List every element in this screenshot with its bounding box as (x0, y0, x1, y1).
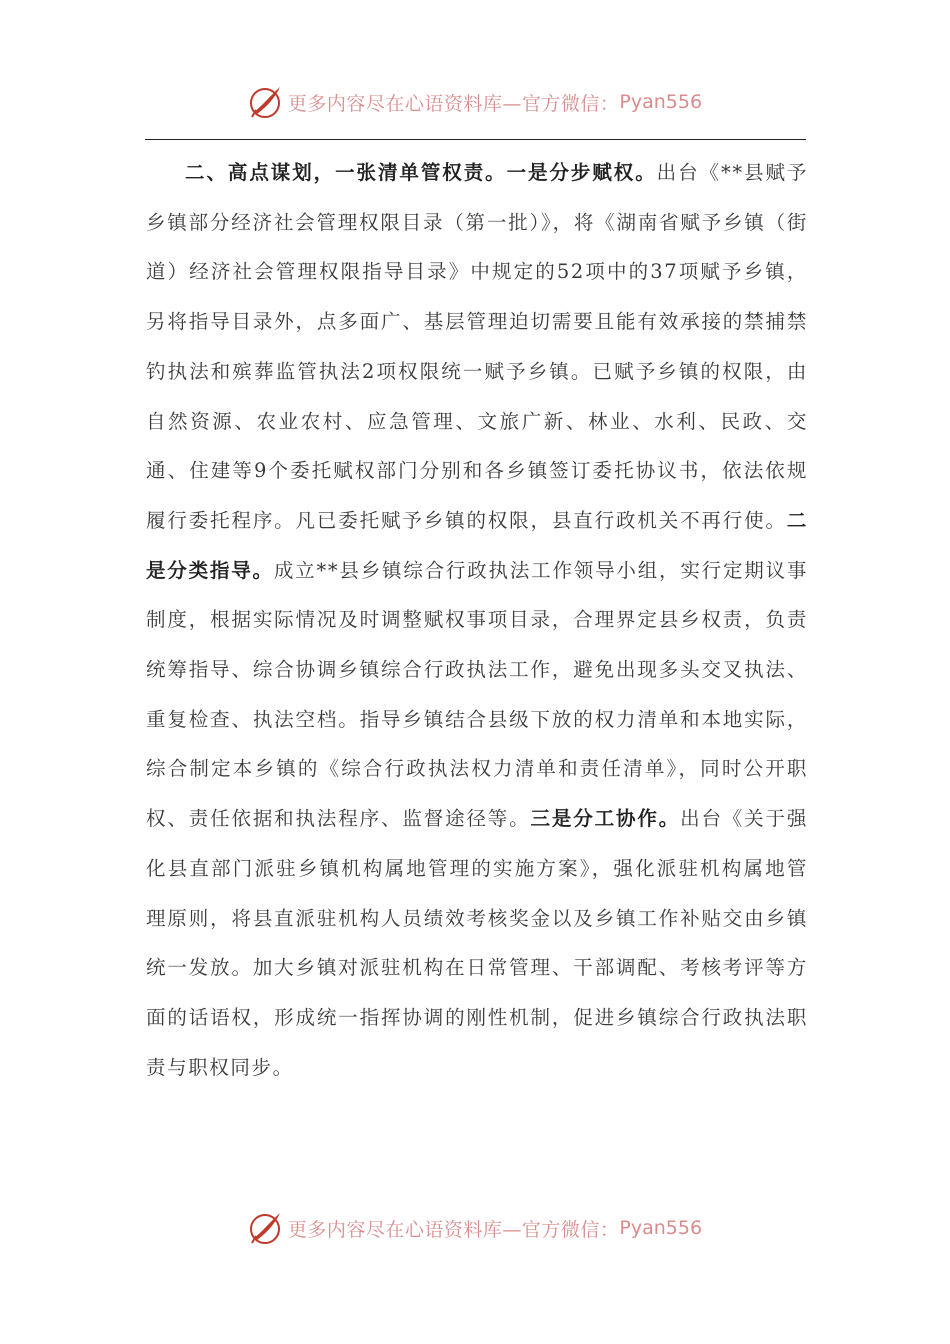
quill-pen-logo-icon (248, 84, 284, 120)
quill-pen-logo-icon (248, 1210, 284, 1246)
banner-text: 更多内容尽在心语资料库—官方微信： (287, 1218, 620, 1241)
bold-phrase: 二是分类指导。 (146, 508, 808, 582)
paragraph-text: 出台《关于强化县直部门派驻乡镇机构属地管理的实施方案》，强化派驻机构属地管理原则，将县直派驻机构人员绩效考核奖金以及乡镇工作补贴交由乡镇统一发放。加大乡镇对派驻机构在日常管理、干部调配、考核考评等方面的话语权，形成统一指挥协调的刚性机制，促进乡镇综合行政执法职责与职权同步。 (146, 807, 808, 1079)
heading-phrase: 二、高点谋划，一张清单管权责。一是分步赋权。 (185, 161, 657, 184)
bold-phrase: 三是分工协作。 (530, 807, 681, 831)
wechat-id: Pyan556 (619, 1217, 703, 1239)
footer-banner (0, 1208, 950, 1248)
paragraph-text: 成立**县乡镇综合行政执法工作领导小组，实行定期议事制度，根据实际情况及时调整赋权事项目录，合理界定县乡权责，负责统筹指导、综合协调乡镇综合行政执法工作，避免出现多头交叉执法、重复检查、执法空档。指导乡镇结合县级下放的权力清单和本地实际，综合制定本乡镇的《综合行政执法权力清单和责任清单》，同时公开职权、责任依据和执法程序、监督途径等。 (146, 558, 808, 831)
document-body (146, 148, 808, 1092)
banner-text: 更多内容尽在心语资料库—官方微信： (287, 92, 620, 115)
header-divider (145, 139, 806, 140)
paragraph-text: 出台《**县赋予乡镇部分经济社会管理权限目录（第一批）》，将《湖南省赋予乡镇（街道）经济社会管理权限指导目录》中规定的52项中的37项赋予乡镇，另将指导目录外，点多面广、基层管理迫切需要且能有效承接的禁捕禁钓执法和殡葬监管执法2项权限统一赋予乡镇。已赋予乡镇的权限，由自然资源、农业农村、应急管理、文旅广新、林业、水利、民政、交通、住建等9个委托赋权部门分别和各乡镇签订委托协议书，依法依规履行委托程序。凡已委托赋予乡镇的权限，县直行政机关不再行使。 (146, 161, 808, 532)
wechat-id: Pyan556 (619, 91, 703, 113)
header-banner (0, 82, 950, 122)
